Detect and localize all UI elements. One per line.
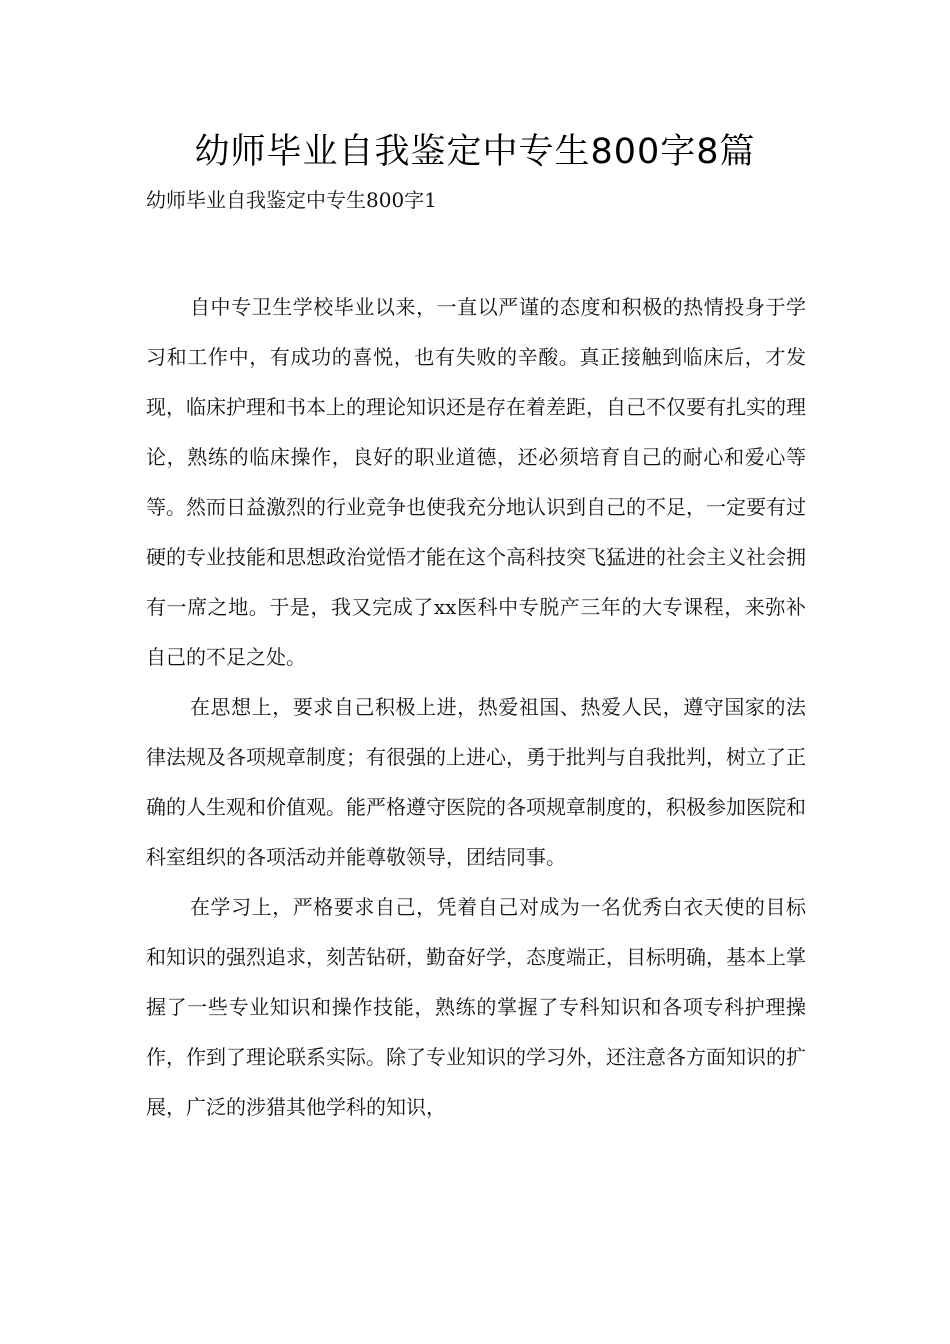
paragraph-ideology: 在思想上，要求自己积极上进，热爱祖国、热爱人民，遵守国家的法律法规及各项规章制度；有很强的上进心，勇于批判与自我批判，树立了正确的人生观和价值观。能严格遵守医院的各项规章制度的，积极参加医院和科室组织的各项活动并能尊敬领导，团结同事。 bbox=[146, 695, 806, 869]
document-title: 幼师毕业自我鉴定中专生800字8篇 bbox=[194, 132, 756, 172]
document-body bbox=[146, 282, 806, 1132]
paragraph-intro: 自中专卫生学校毕业以来，一直以严谨的态度和积极的热情投身于学习和工作中，有成功的喜悦，也有失败的辛酸。真正接触到临床后，才发现，临床护理和书本上的理论知识还是存在着差距，自己不仅要有扎实的理论，熟练的临床操作，良好的职业道德，还必须培育自己的耐心和爱心等等。然而日益激烈的行业竞争也使我充分地认识到自己的不足，一定要有过硬的专业技能和思想政治觉悟才能在这个高科技突飞猛进的社会主义社会拥有一席之地。于是，我又完成了xx医科中专脱产三年的大专课程，来弥补自己的不足之处。 bbox=[146, 295, 806, 669]
document-subtitle: 幼师毕业自我鉴定中专生800字1 bbox=[146, 188, 437, 212]
paragraph-study: 在学习上，严格要求自己，凭着自己对成为一名优秀白衣天使的目标和知识的强烈追求，刻苦钻研，勤奋好学，态度端正，目标明确，基本上掌握了一些专业知识和操作技能，熟练的掌握了专科知识和各项专科护理操作，作到了理论联系实际。除了专业知识的学习外，还注意各方面知识的扩展，广泛的涉猎其他学科的知识， bbox=[146, 895, 806, 1119]
